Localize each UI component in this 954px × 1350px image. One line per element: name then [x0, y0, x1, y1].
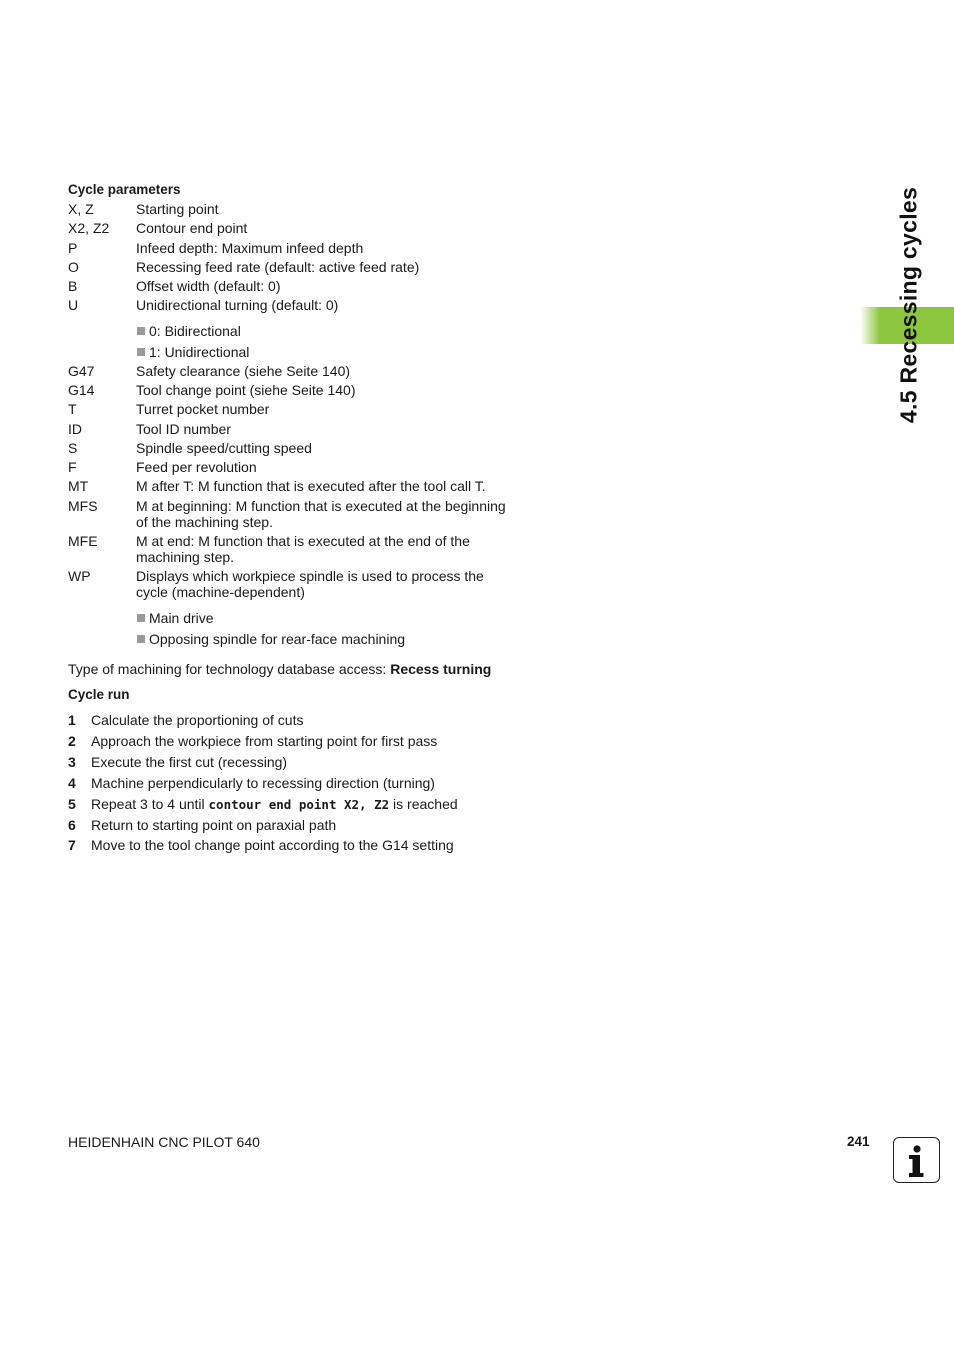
- param-desc: Safety clearance (siehe Seite 140): [136, 363, 351, 379]
- param-row: [68, 533, 518, 568]
- step-number: 3: [68, 754, 76, 770]
- machining-type-line: [68, 661, 518, 687]
- param-desc: Contour end point: [136, 220, 248, 236]
- square-bullet-icon: [137, 327, 145, 335]
- param-row: [68, 363, 518, 382]
- param-row: [68, 498, 518, 533]
- machining-type-value: Recess turning: [390, 661, 492, 677]
- param-key: U: [68, 297, 79, 313]
- step-text: Machine perpendicularly to recessing direction (turning): [91, 775, 435, 791]
- param-key: F: [68, 459, 77, 475]
- square-bullet-icon: [137, 614, 145, 622]
- param-key: B: [68, 278, 78, 294]
- param-key: WP: [68, 568, 91, 584]
- param-row: [68, 440, 518, 459]
- param-key: X2, Z2: [68, 220, 110, 236]
- step-text: Approach the workpiece from starting point for first pass: [91, 733, 438, 749]
- option-text: Opposing spindle for rear-face machining: [149, 631, 406, 647]
- list-item: [136, 344, 518, 363]
- param-desc: Offset width (default: 0): [136, 278, 281, 294]
- param-desc: Spindle speed/cutting speed: [136, 440, 312, 456]
- param-desc: Feed per revolution: [136, 459, 257, 475]
- param-row: [68, 297, 518, 323]
- step-text-post: is reached: [389, 796, 458, 812]
- param-list-top: [68, 201, 518, 323]
- param-key: P: [68, 240, 78, 256]
- step-number: 7: [68, 837, 76, 853]
- square-bullet-icon: [137, 348, 145, 356]
- step-number: 5: [68, 796, 76, 812]
- param-key: G14: [68, 382, 95, 398]
- param-row: [68, 240, 518, 259]
- list-item: [68, 733, 518, 754]
- param-row: [68, 220, 518, 240]
- param-desc: Starting point: [136, 201, 219, 217]
- param-row: [68, 259, 518, 278]
- list-item: [68, 754, 518, 775]
- step-number: 4: [68, 775, 76, 791]
- list-item: [136, 610, 518, 631]
- option-text: Main drive: [149, 610, 214, 626]
- param-desc: M at beginning: M function that is executed at the beginning of the machining step.: [136, 498, 506, 530]
- param-key: G47: [68, 363, 95, 379]
- section-tab-fade: [860, 307, 880, 344]
- param-key: S: [68, 440, 78, 456]
- param-desc: Displays which workpiece spindle is used to process the cycle (machine-dependent): [136, 568, 484, 600]
- list-item: [68, 775, 518, 796]
- main-content: [68, 182, 518, 857]
- step-text: Return to starting point on paraxial path: [91, 817, 337, 833]
- param-key: MFE: [68, 533, 98, 549]
- param-row: [68, 382, 518, 401]
- step-text: Calculate the proportioning of cuts: [91, 712, 304, 728]
- page-number: 241: [847, 1134, 870, 1149]
- footer-manual-title: HEIDENHAIN CNC PILOT 640: [68, 1134, 260, 1150]
- param-desc: Tool change point (siehe Seite 140): [136, 382, 356, 398]
- param-desc: M after T: M function that is executed after the tool call T.: [136, 478, 486, 494]
- step-text: Move to the tool change point according to the G14 setting: [91, 837, 454, 853]
- u-option-list: [68, 323, 518, 363]
- param-row: [68, 478, 518, 498]
- param-row: [68, 201, 518, 220]
- step-number: 6: [68, 817, 76, 833]
- list-item: [68, 712, 518, 733]
- list-item: [68, 817, 518, 837]
- list-item: [136, 323, 518, 344]
- square-bullet-icon: [137, 635, 145, 643]
- param-key: MFS: [68, 498, 98, 514]
- section-title: 4.5 Recessing cycles: [895, 186, 922, 424]
- param-desc: M at end: M function that is executed at the end of the machining step.: [136, 533, 470, 565]
- param-key: X, Z: [68, 201, 94, 217]
- param-desc: Infeed depth: Maximum infeed depth: [136, 240, 364, 256]
- param-row: [68, 568, 518, 610]
- code-reference: contour end point X2, Z2: [208, 797, 390, 812]
- cycle-parameters-heading: Cycle parameters: [68, 182, 181, 197]
- wp-option-list: [68, 610, 518, 661]
- param-key: ID: [68, 421, 82, 437]
- param-list-mid: [68, 363, 518, 610]
- step-number: 1: [68, 712, 76, 728]
- param-key: T: [68, 401, 77, 417]
- option-text: 0: Bidirectional: [149, 323, 241, 339]
- step-text: Execute the first cut (recessing): [91, 754, 288, 770]
- param-desc: Turret pocket number: [136, 401, 270, 417]
- param-desc: Recessing feed rate (default: active feed rate): [136, 259, 420, 275]
- cycle-run-steps: [68, 712, 518, 857]
- option-text: 1: Unidirectional: [149, 344, 250, 360]
- step-text: [91, 796, 458, 813]
- param-row: [68, 421, 518, 440]
- info-glyph: [894, 1138, 938, 1181]
- param-row: [68, 278, 518, 297]
- list-item: [136, 631, 518, 661]
- param-desc: Tool ID number: [136, 421, 231, 437]
- cycle-run-heading: Cycle run: [68, 687, 130, 702]
- param-row: [68, 459, 518, 478]
- step-number: 2: [68, 733, 76, 749]
- param-key: O: [68, 259, 79, 275]
- machining-type-prefix: Type of machining for technology database access:: [68, 661, 391, 677]
- list-item: [68, 837, 518, 857]
- info-icon: [893, 1137, 940, 1183]
- list-item: [68, 796, 518, 817]
- param-row: [68, 401, 518, 421]
- step-text-pre: Repeat 3 to 4 until: [91, 796, 209, 812]
- param-key: MT: [68, 478, 89, 494]
- param-desc: Unidirectional turning (default: 0): [136, 297, 339, 313]
